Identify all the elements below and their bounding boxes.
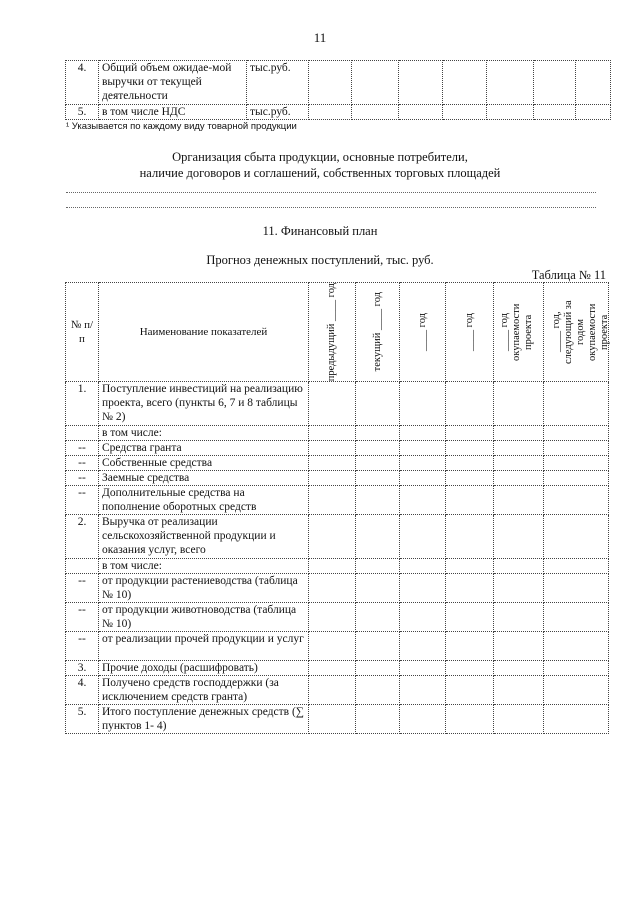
value-cell[interactable]	[356, 603, 400, 632]
row-unit: тыс.руб.	[247, 61, 309, 105]
section-title: 11. Финансовый план	[262, 224, 378, 238]
table-row	[66, 574, 609, 603]
table-row	[66, 632, 609, 661]
table-row	[66, 705, 609, 734]
value-cell[interactable]	[356, 471, 400, 486]
value-cell[interactable]	[309, 559, 356, 574]
table-label: Таблица № 11	[531, 268, 606, 282]
header-year-3: ____ год	[416, 313, 428, 352]
value-cell[interactable]	[400, 559, 446, 574]
value-cell[interactable]	[544, 426, 609, 441]
header-prev-year: предыдущий ____ год	[326, 283, 337, 382]
row-number: 1.	[66, 382, 99, 426]
value-cell[interactable]	[400, 382, 446, 426]
header-payback-year: ____ год окупаемости проекта	[498, 303, 534, 361]
value-cell[interactable]	[309, 705, 356, 734]
footnote: ¹ Указывается по каждому виду товарной продукции	[66, 121, 297, 132]
row-name: Средства гранта	[99, 441, 309, 456]
row-name: Заемные средства	[99, 471, 309, 486]
value-cell[interactable]	[309, 603, 356, 632]
value-cell[interactable]	[400, 574, 446, 603]
row-name: Получено средств господдержки (за исключением средств гранта)	[99, 676, 309, 705]
value-cell[interactable]	[356, 676, 400, 705]
row-name: Выручка от реализации сельскохозяйственной продукции и оказания услуг, всего	[99, 515, 309, 559]
value-cell[interactable]	[400, 471, 446, 486]
value-cell[interactable]	[544, 676, 609, 705]
value-cell[interactable]	[400, 661, 446, 676]
value-cell[interactable]	[544, 632, 609, 661]
row-number: 4.	[66, 676, 99, 705]
value-cell[interactable]	[494, 559, 544, 574]
value-cell[interactable]	[446, 456, 494, 471]
value-cell[interactable]	[356, 661, 400, 676]
org-heading-line-1: Организация сбыта продукции, основные потребители,	[172, 150, 468, 164]
row-number	[66, 559, 99, 574]
org-heading	[0, 149, 640, 181]
value-cell[interactable]	[309, 426, 356, 441]
value-cell[interactable]	[356, 382, 400, 426]
row-name: Поступление инвестиций на реализацию проекта, всего (пункты 6, 7 и 8 таблицы № 2)	[99, 382, 309, 426]
value-cell[interactable]	[494, 661, 544, 676]
row-name: от реализации прочей продукции и услуг	[99, 632, 309, 661]
table-row	[66, 471, 609, 486]
value-cell[interactable]	[356, 456, 400, 471]
table-10-tail	[65, 60, 611, 120]
row-number: 2.	[66, 515, 99, 559]
value-cell[interactable]	[446, 676, 494, 705]
value-cell[interactable]	[400, 441, 446, 456]
header-current-year: текущий ____ год	[371, 292, 383, 372]
value-cell[interactable]	[446, 486, 494, 515]
value-cell[interactable]	[400, 676, 446, 705]
value-cell[interactable]	[544, 603, 609, 632]
row-number: --	[66, 456, 99, 471]
value-cell[interactable]	[400, 705, 446, 734]
table-row	[66, 676, 609, 705]
row-number: --	[66, 603, 99, 632]
value-cell[interactable]	[309, 632, 356, 661]
table-subtitle: Прогноз денежных поступлений, тыс. руб.	[206, 253, 434, 267]
row-number: --	[66, 574, 99, 603]
value-cell[interactable]	[356, 559, 400, 574]
row-number	[66, 426, 99, 441]
value-cell[interactable]	[494, 603, 544, 632]
value-cell[interactable]	[356, 426, 400, 441]
value-cell[interactable]	[309, 676, 356, 705]
table-row	[66, 559, 609, 574]
value-cell[interactable]	[446, 603, 494, 632]
table-11	[65, 282, 609, 734]
value-cell[interactable]	[309, 486, 356, 515]
value-cell[interactable]	[544, 486, 609, 515]
table-row	[66, 661, 609, 676]
value-cell[interactable]	[544, 705, 609, 734]
value-cell[interactable]	[400, 515, 446, 559]
value-cell[interactable]	[544, 574, 609, 603]
row-number: 5.	[66, 705, 99, 734]
header-num: № п/п	[66, 283, 99, 382]
value-cell[interactable]	[494, 426, 544, 441]
table-row	[66, 515, 609, 559]
value-cell[interactable]	[309, 441, 356, 456]
value-cell[interactable]	[494, 382, 544, 426]
value-cell[interactable]	[544, 441, 609, 456]
table-row	[66, 105, 611, 120]
row-name: в том числе НДС	[99, 105, 247, 120]
value-cell[interactable]	[309, 471, 356, 486]
table-row	[66, 382, 609, 426]
header-year-4: ____ год	[463, 313, 475, 352]
table-row	[66, 603, 609, 632]
value-cell[interactable]	[356, 515, 400, 559]
value-cell[interactable]	[400, 486, 446, 515]
value-cell[interactable]	[446, 574, 494, 603]
value-cell[interactable]	[400, 426, 446, 441]
table-row	[66, 456, 609, 471]
value-cell[interactable]	[494, 574, 544, 603]
value-cell[interactable]	[446, 661, 494, 676]
row-name: Собственные средства	[99, 456, 309, 471]
value-cell[interactable]	[494, 632, 544, 661]
value-cell[interactable]	[494, 471, 544, 486]
value-cell[interactable]	[494, 515, 544, 559]
value-cell[interactable]	[309, 661, 356, 676]
value-cell[interactable]	[446, 515, 494, 559]
value-cell[interactable]	[309, 456, 356, 471]
row-name: Прочие доходы (расшифровать)	[99, 661, 309, 676]
value-cell[interactable]	[494, 441, 544, 456]
page-number: 11	[313, 30, 327, 45]
row-name: Общий объем ожидае-мой выручки от текущей деятельности	[99, 61, 247, 105]
table-row	[66, 426, 609, 441]
value-cell[interactable]	[544, 471, 609, 486]
org-heading-line-2: наличие договоров и соглашений, собственных торговых площадей	[139, 166, 501, 180]
value-cell[interactable]	[494, 705, 544, 734]
row-number: 5.	[66, 105, 99, 120]
value-cell[interactable]	[494, 486, 544, 515]
value-cell[interactable]	[356, 705, 400, 734]
value-cell[interactable]	[400, 632, 446, 661]
value-cell[interactable]	[494, 676, 544, 705]
value-cell[interactable]	[544, 515, 609, 559]
value-cell[interactable]	[544, 456, 609, 471]
row-name: от продукции животноводства (таблица № 10)	[99, 603, 309, 632]
table-row	[66, 486, 609, 515]
header-name: Наименование показателей	[99, 283, 309, 382]
value-cell[interactable]	[309, 515, 356, 559]
fill-line	[66, 207, 596, 208]
value-cell[interactable]	[356, 486, 400, 515]
row-name: Итого поступление денежных средств (∑ пунктов 1- 4)	[99, 705, 309, 734]
value-cell[interactable]	[446, 382, 494, 426]
header-post-payback-year: ____ год, следующий за годом окупаемости проекта	[551, 300, 610, 364]
value-cell[interactable]	[446, 441, 494, 456]
row-number: 4.	[66, 61, 99, 105]
value-cell[interactable]	[356, 441, 400, 456]
value-cell[interactable]	[356, 574, 400, 603]
row-number: --	[66, 471, 99, 486]
row-unit: тыс.руб.	[247, 105, 309, 120]
value-cell[interactable]	[309, 382, 356, 426]
value-cell[interactable]	[356, 632, 400, 661]
row-number: 3.	[66, 661, 99, 676]
value-cell[interactable]	[544, 559, 609, 574]
table-row	[66, 61, 611, 105]
table-header-row	[66, 283, 609, 382]
value-cell[interactable]	[446, 705, 494, 734]
value-cell[interactable]	[494, 456, 544, 471]
value-cell[interactable]	[309, 574, 356, 603]
row-name: Дополнительные средства на пополнение оборотных средств	[99, 486, 309, 515]
row-name: от продукции растениеводства (таблица № 10)	[99, 574, 309, 603]
value-cell[interactable]	[400, 603, 446, 632]
value-cell[interactable]	[446, 559, 494, 574]
value-cell[interactable]	[544, 661, 609, 676]
row-name: в том числе:	[99, 426, 309, 441]
table-row	[66, 441, 609, 456]
row-number: --	[66, 486, 99, 515]
value-cell[interactable]	[544, 382, 609, 426]
value-cell[interactable]	[446, 426, 494, 441]
row-name: в том числе:	[99, 559, 309, 574]
fill-line	[66, 192, 596, 193]
value-cell[interactable]	[446, 632, 494, 661]
value-cell[interactable]	[446, 471, 494, 486]
row-number: --	[66, 441, 99, 456]
value-cell[interactable]	[400, 456, 446, 471]
row-number: --	[66, 632, 99, 661]
